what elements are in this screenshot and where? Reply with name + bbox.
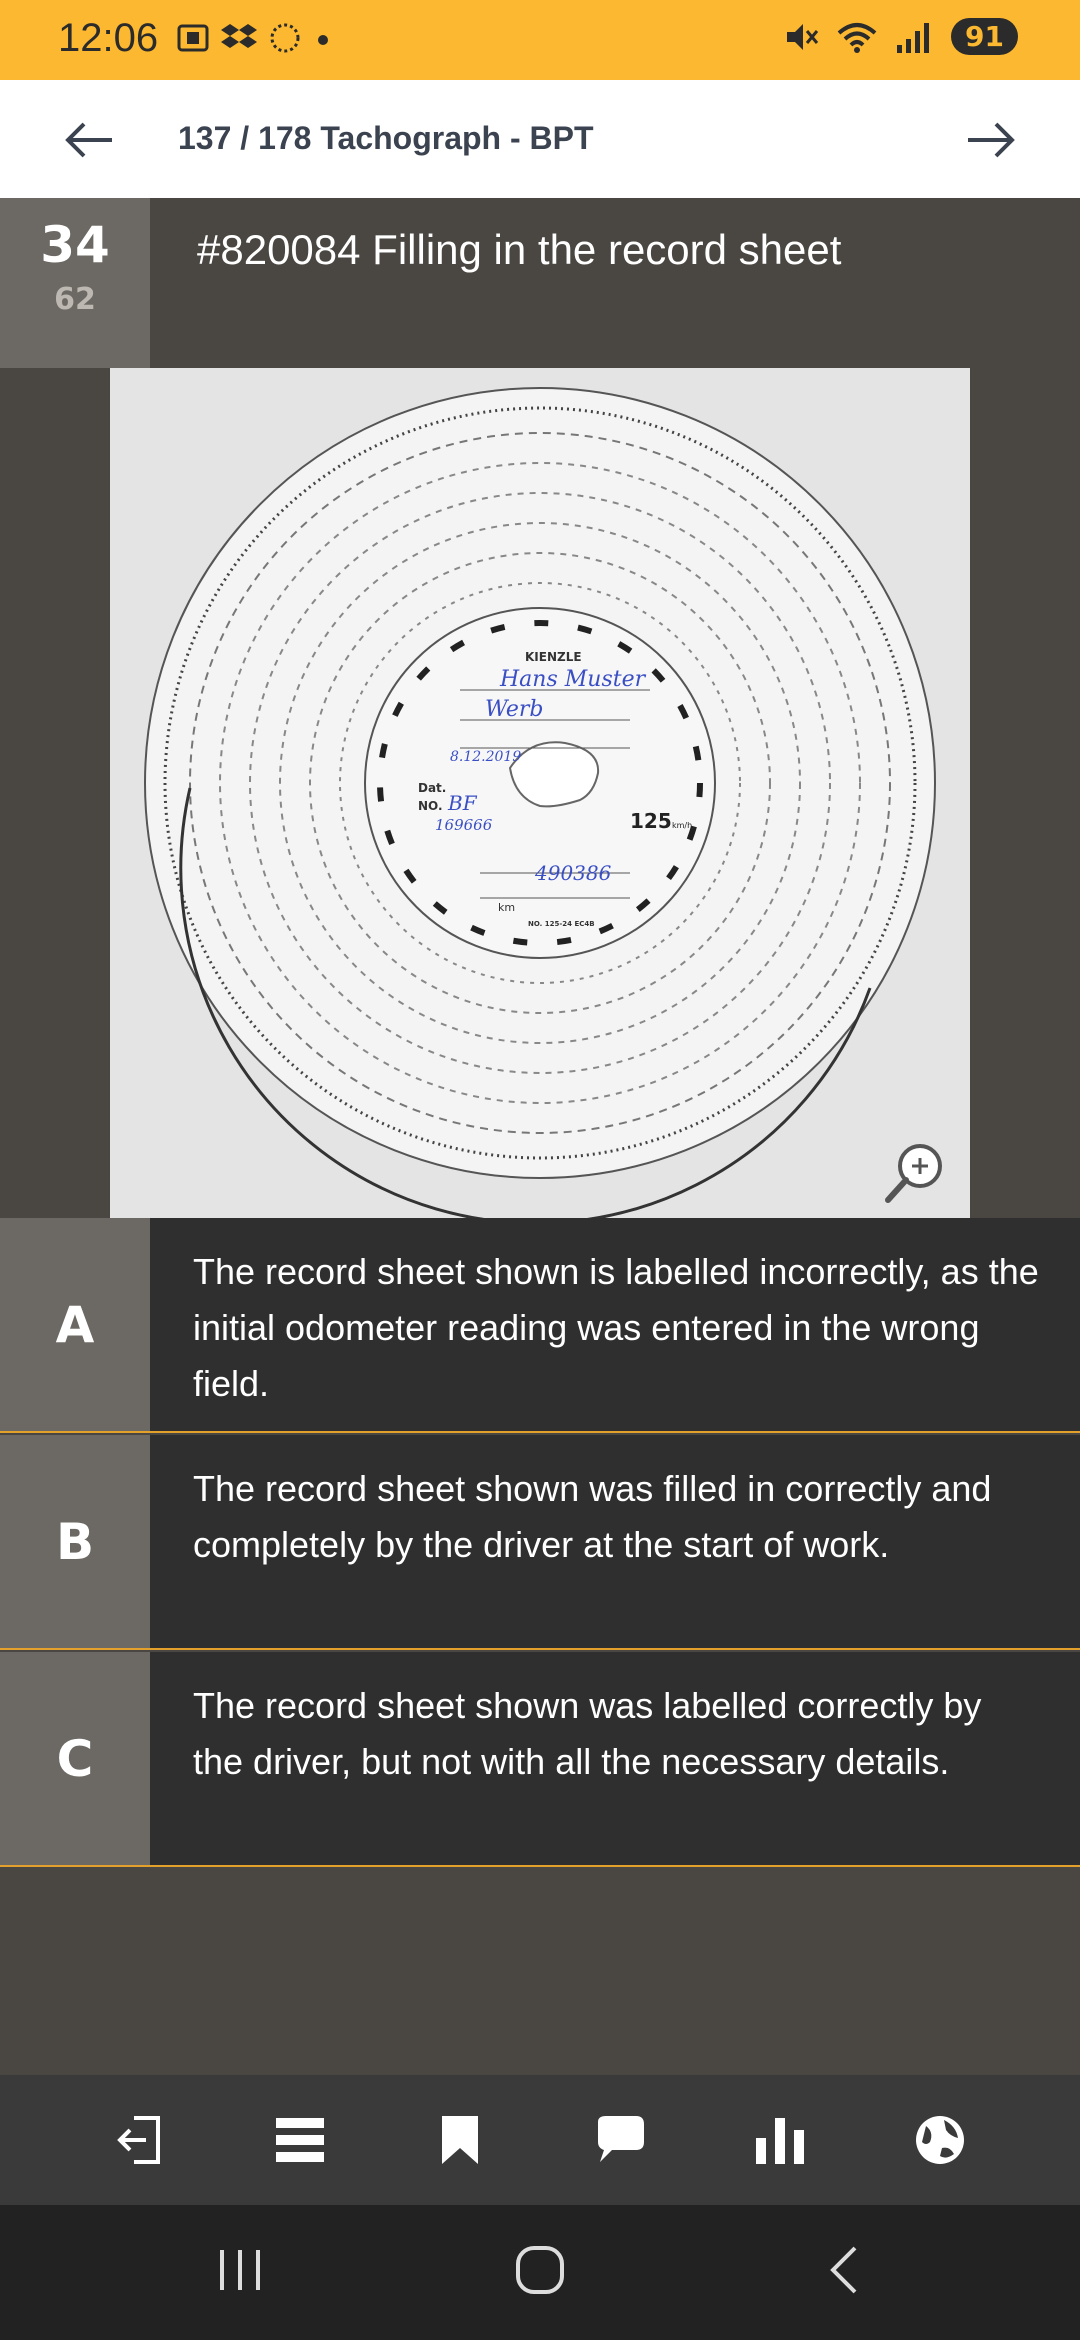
answer-option-c[interactable] <box>0 1652 1080 1867</box>
sheet-brand: KIENZLE <box>525 650 582 664</box>
answer-option-a[interactable] <box>0 1218 1080 1433</box>
answer-text: The record sheet shown was filled in correctly and completely by the driver at the start of work. <box>150 1435 1080 1648</box>
stats-icon <box>752 2112 808 2168</box>
loading-icon <box>267 20 303 56</box>
sheet-label-no: NO. <box>418 799 443 813</box>
sheet-number-print: NO. 125-24 EC4B <box>528 920 595 928</box>
mute-icon <box>783 19 819 55</box>
exit-button[interactable] <box>95 2095 185 2185</box>
page-title: 137 / 178 Tachograph - BPT <box>178 120 594 156</box>
list-icon <box>272 2112 328 2168</box>
sheet-km-label: km <box>498 901 516 914</box>
wifi-icon <box>835 19 879 55</box>
exit-icon <box>112 2112 168 2168</box>
globe-icon <box>912 2112 968 2168</box>
sheet-registration: BF <box>448 791 477 815</box>
status-bar <box>0 0 1080 80</box>
language-button[interactable] <box>895 2095 985 2185</box>
answer-text: The record sheet shown was labelled correctly by the driver, but not with all the necessary details. <box>150 1652 1080 1865</box>
question-points: 62 <box>54 282 96 317</box>
answer-letter: C <box>0 1652 150 1865</box>
sheet-number: 169666 <box>435 816 493 834</box>
zoom-icon[interactable] <box>880 1138 950 1208</box>
question-number: 34 <box>40 216 110 274</box>
answer-text: The record sheet shown is labelled incorrectly, as the initial odometer reading was entered in the wrong field. <box>150 1218 1080 1431</box>
sheet-date: 8.12.2019 <box>450 749 522 765</box>
status-time: 12:06 <box>58 16 159 60</box>
sheet-place: Werb <box>485 697 544 722</box>
battery-indicator: 91 <box>951 18 1018 55</box>
question-header <box>0 198 1080 368</box>
answer-letter: A <box>0 1218 150 1431</box>
question-title: #820084 Filling in the record sheet <box>197 226 842 273</box>
dropbox-icon <box>221 20 257 56</box>
sheet-speed-unit: km/h <box>672 821 693 830</box>
answer-letter: B <box>0 1435 150 1648</box>
record-sheet-image[interactable] <box>110 368 970 1218</box>
recent-apps-icon[interactable] <box>210 2240 270 2300</box>
back-icon[interactable] <box>815 2240 875 2300</box>
comment-button[interactable] <box>575 2095 665 2185</box>
arrow-left-icon[interactable] <box>60 110 120 170</box>
dot-icon <box>313 20 333 56</box>
bottom-toolbar <box>0 2075 1080 2205</box>
screenshot-icon <box>175 20 211 56</box>
bookmark-button[interactable] <box>415 2095 505 2185</box>
bookmark-icon <box>432 2112 488 2168</box>
sheet-speed: 125 <box>630 809 672 833</box>
home-icon[interactable] <box>510 2240 570 2300</box>
arrow-right-icon[interactable] <box>960 110 1020 170</box>
signal-icon <box>895 19 935 55</box>
comment-icon <box>592 2112 648 2168</box>
app-header <box>0 80 1080 198</box>
sheet-label-dat: Dat. <box>418 781 447 795</box>
question-number-box <box>0 198 150 368</box>
answer-option-b[interactable] <box>0 1435 1080 1650</box>
system-nav-bar <box>0 2205 1080 2340</box>
stats-button[interactable] <box>735 2095 825 2185</box>
list-button[interactable] <box>255 2095 345 2185</box>
sheet-odometer: 490386 <box>535 861 612 885</box>
sheet-driver-name: Hans Muster <box>500 667 646 692</box>
